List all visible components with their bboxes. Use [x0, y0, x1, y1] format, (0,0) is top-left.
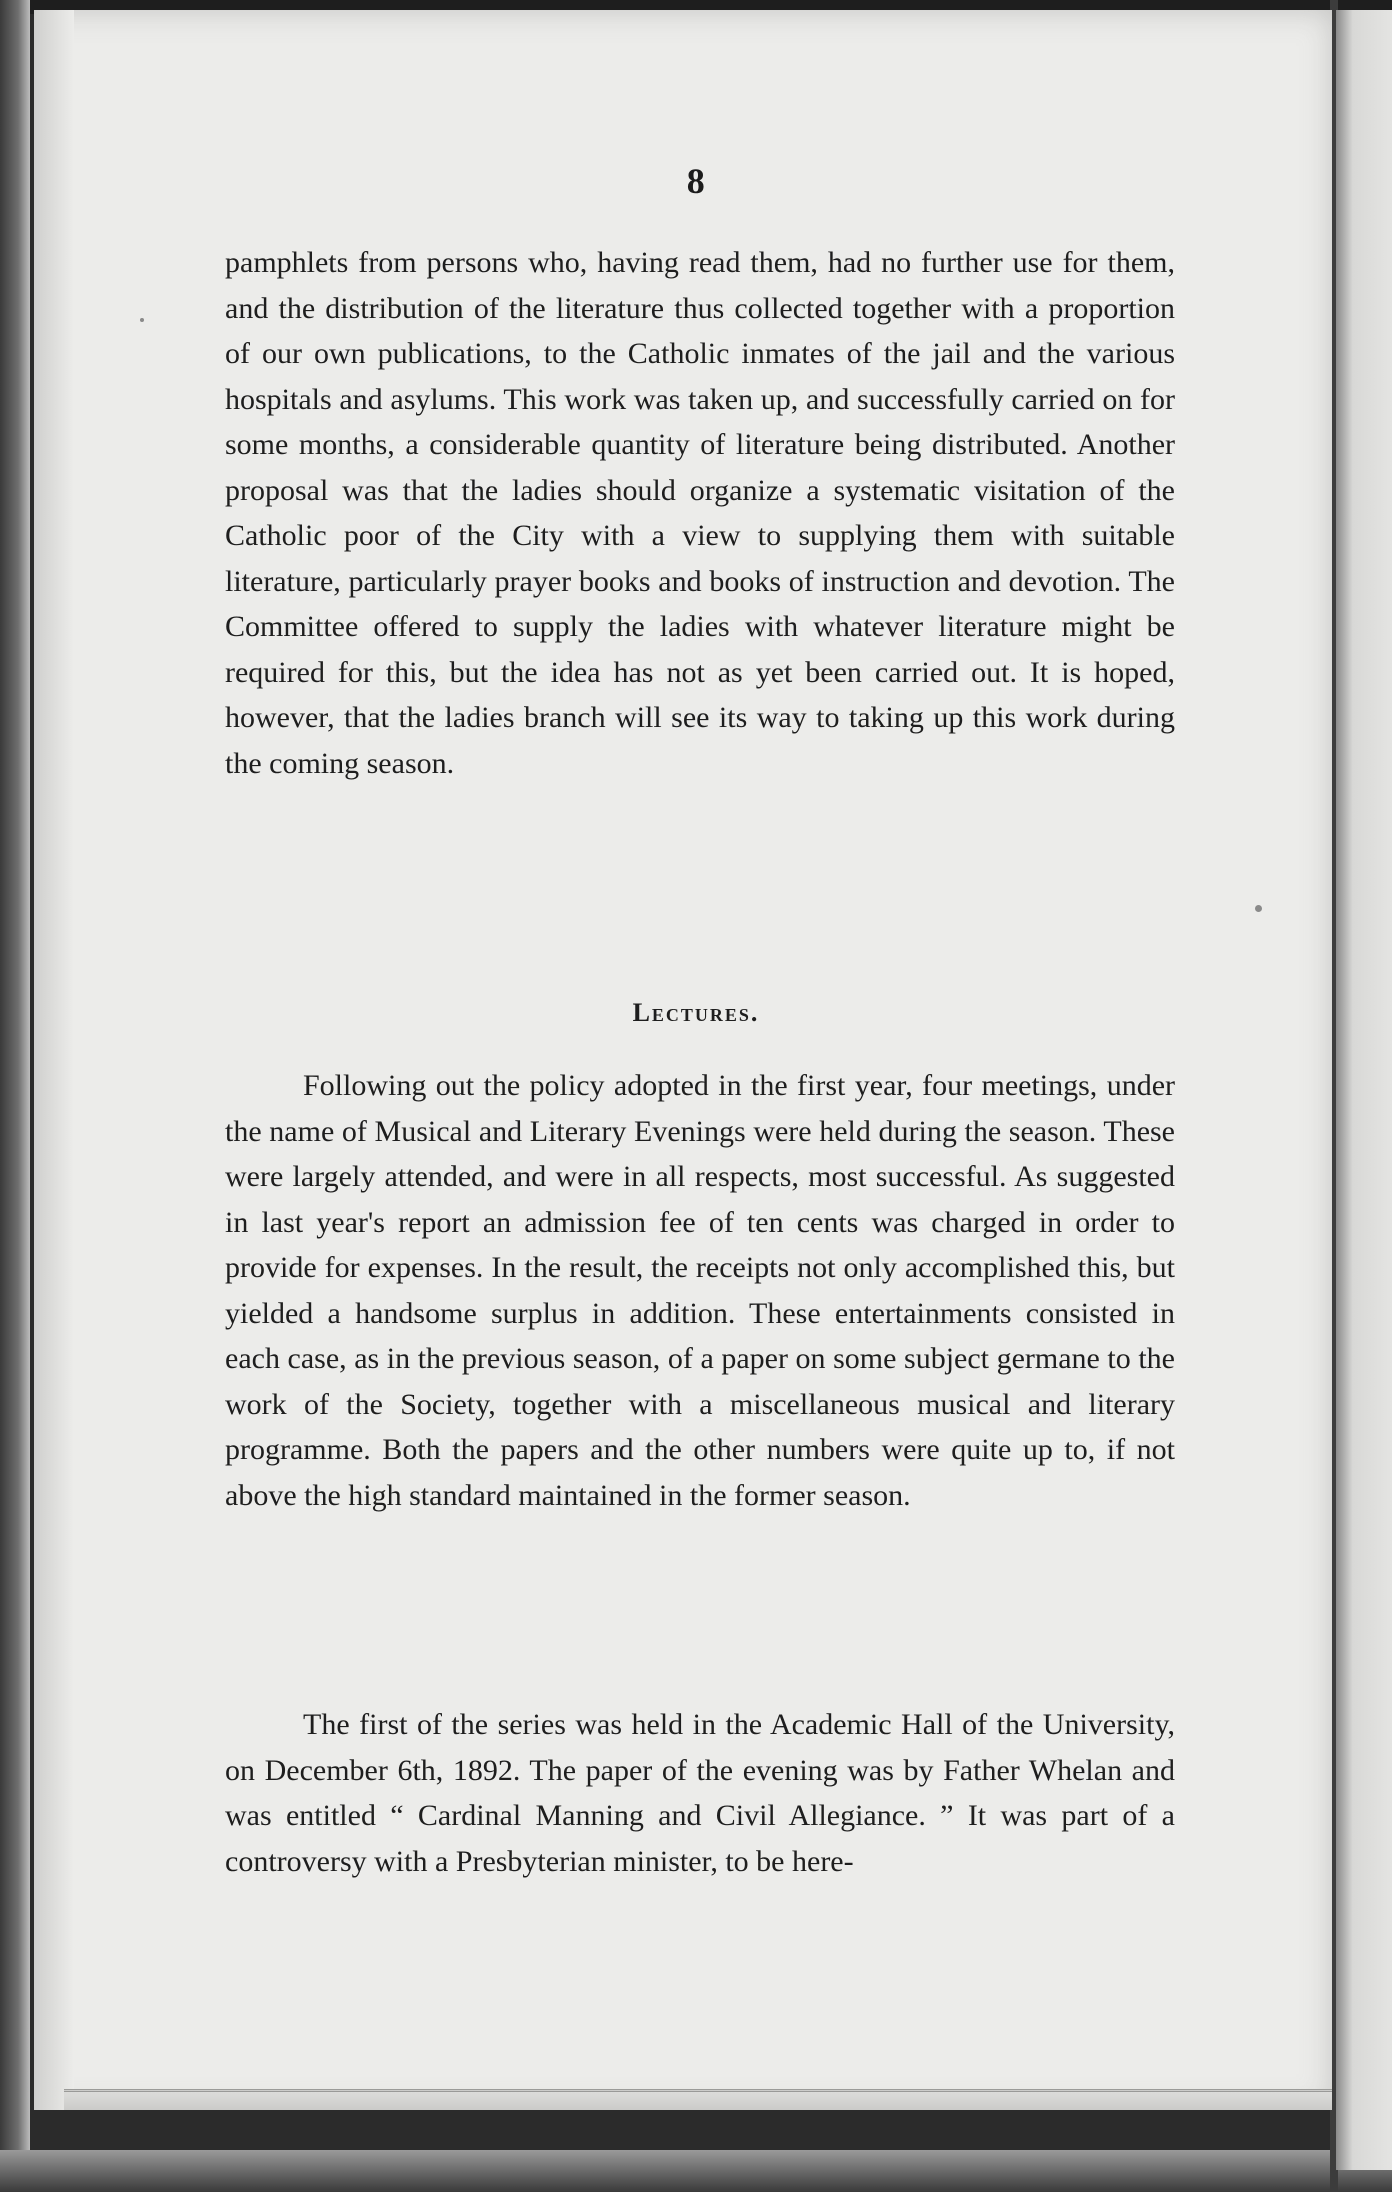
- paragraph-1: pamphlets from persons who, having read them, had no further use for them, and the distribution of the literature thus collected together with a proportion of our own publications, to the Catholic inmates of the jail and the various hospitals and asylums. This work was taken up, and successfully carried on for some months, a considerable quantity of literature being distributed. Another proposal was that the ladies should organize a systematic visitation of the Catholic poor of the City with a view to supplying them with suitable literature, particularly prayer books and books of instruction and devotion. The Committee offered to supply the ladies with whatever literature might be required for this, but the idea has not as yet been carried out. It is hoped, however, that the ladies branch will see its way to taking up this work during the coming season.: [225, 246, 1175, 780]
- page-number: 8: [686, 161, 706, 201]
- paragraph-3: The first of the series was held in the Academic Hall of the University, on December 6th, 1892. The paper of the evening was by Father Whelan and was entitled “ Cardinal Manning and Civil Allegiance. ” It was part of a controversy with a Presbyterian minister, to be here-: [225, 1708, 1175, 1878]
- scan-bottom-edge: [0, 2150, 1392, 2192]
- paper-speck: [1255, 905, 1262, 912]
- next-page-sliver: [1336, 10, 1392, 2170]
- scan-left-edge: [0, 0, 30, 2192]
- paragraph-2: Following out the policy adopted in the first year, four meetings, under the name of Musical and Literary Evenings were held during the season. These were largely attended, and were in all respects, most successful. As suggested in last year's report an admission fee of ten cents was charged in order to provide for expenses. In the result, the receipts not only accomplished this, but yielded a handsome surplus in addition. These entertainments consisted in each case, as in the previous season, of a paper on some subject germane to the work of the Society, together with a miscellaneous musical and literary programme. Both the papers and the other numbers were quite up to, if not above the high standard maintained in the former season.: [225, 1069, 1175, 1512]
- section-heading: Lectures.: [632, 998, 760, 1027]
- paper-speck: [140, 318, 144, 322]
- page-left-shadow: [34, 10, 74, 2110]
- page-bottom-rule: [64, 2089, 1332, 2110]
